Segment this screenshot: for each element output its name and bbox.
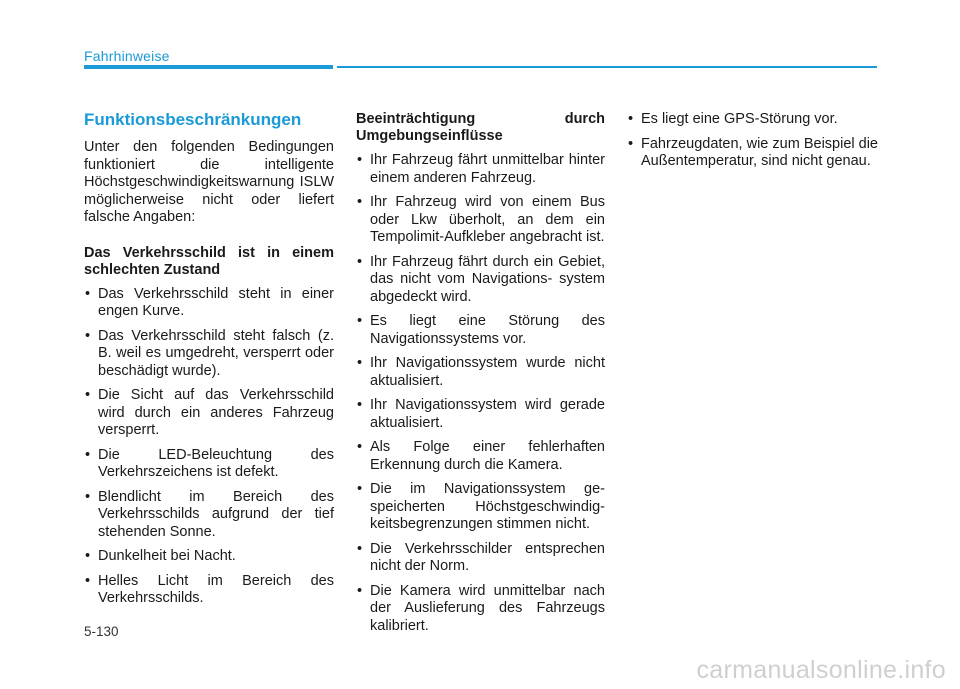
list-item: • Fahrzeugdaten, wie zum Beispiel die Außentemperatur, sind nicht genau. <box>627 136 878 171</box>
column-2 <box>356 111 605 642</box>
list-item: • Die im Navigationssystem ge- speicherten Höchstgeschwindig- keitsbegrenzungen stimmen nicht. <box>356 481 605 534</box>
list-item: • Es liegt eine GPS-Störung vor. <box>627 111 878 129</box>
list-item: • Die LED-Beleuchtung des Verkehrszeichens ist defekt. <box>84 447 334 482</box>
column-1 <box>84 110 334 615</box>
list-item: • Ihr Fahrzeug fährt unmittelbar hinter einem anderen Fahrzeug. <box>356 152 605 187</box>
list-item: • Ihr Navigationssystem wird gerade aktualisiert. <box>356 397 605 432</box>
list-item: • Die Verkehrsschilder entsprechen nicht der Norm. <box>356 541 605 576</box>
section-heading: Funktionsbeschränkungen <box>84 110 302 129</box>
list-item: • Dunkelheit bei Nacht. <box>84 548 334 566</box>
column-3 <box>627 111 878 178</box>
header-rule-thin <box>337 66 877 68</box>
list-item: • Die Kamera wird unmittelbar nach der Auslieferung des Fahrzeugs kalibriert. <box>356 583 605 636</box>
list-item: • Ihr Navigationssystem wurde nicht aktualisiert. <box>356 355 605 390</box>
subheading-environment: Beeinträchtigung durch Umgebungseinflüsse <box>356 111 605 144</box>
watermark: carmanualsonline.info <box>696 656 946 684</box>
section-label: Fahrhinweise <box>84 48 170 64</box>
header-rule-thick <box>84 65 333 69</box>
list-item: • Das Verkehrsschild steht in einer engen Kurve. <box>84 286 334 321</box>
page-number: 5-130 <box>84 624 119 639</box>
sign-condition-list <box>84 286 334 608</box>
list-item: • Blendlicht im Bereich des Verkehrsschilds aufgrund der tief stehenden Sonne. <box>84 489 334 542</box>
list-item: • Das Verkehrsschild steht falsch (z. B. weil es umgedreht, versperrt oder beschädigt wurde). <box>84 328 334 381</box>
intro-paragraph: Unter den folgenden Bedingungen funktioniert die intelligente Höchstgeschwindigkeitswarnung ISLW möglicherweise nicht oder liefert falsche Angaben: <box>84 139 334 225</box>
subheading-sign-condition: Das Verkehrsschild ist in einem schlechten Zustand <box>84 244 334 278</box>
list-item: • Ihr Fahrzeug wird von einem Bus oder Lkw überholt, an dem ein Tempolimit-Aufkleber angebracht ist. <box>356 194 605 247</box>
environment-list <box>356 152 605 635</box>
list-item: • Helles Licht im Bereich des Verkehrsschilds. <box>84 573 334 608</box>
list-item: • Die Sicht auf das Verkehrsschild wird durch ein anderes Fahrzeug versperrt. <box>84 387 334 440</box>
list-item: • Es liegt eine Störung des Navigationssystems vor. <box>356 313 605 348</box>
list-item: • Ihr Fahrzeug fährt durch ein Gebiet, das nicht vom Navigations- system abgedeckt wird. <box>356 254 605 307</box>
list-item: • Als Folge einer fehlerhaften Erkennung durch die Kamera. <box>356 439 605 474</box>
other-conditions-list <box>627 111 878 171</box>
